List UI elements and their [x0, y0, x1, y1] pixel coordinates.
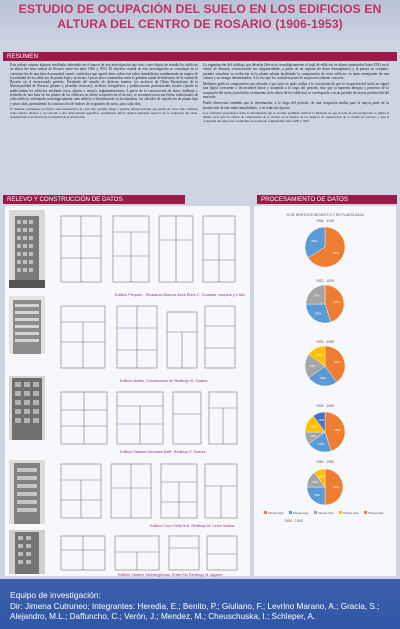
legend-label: Plantas baja	[318, 511, 334, 515]
legend-label: Plantas baja	[368, 511, 384, 515]
poster-title: ESTUDIO DE OCUPACIÓN DEL SUELO EN LOS EDIFICIOS EN ALTURA DEL CENTRO DE ROSARIO (1906-1953)	[18, 2, 382, 31]
legend-label: Plantas baja	[343, 511, 359, 515]
pie-slice-label: 10%	[318, 474, 325, 479]
pie-slice-label: 40%	[333, 360, 340, 365]
floor-plan-drawing	[55, 212, 240, 290]
resumen-column-2	[203, 63, 389, 193]
pie-slice-label: 10%	[318, 418, 325, 423]
pie-slice-label: 25%	[313, 293, 320, 298]
pie-slice-label: 15%	[316, 352, 323, 357]
resumen-paragraph: Puede observarse también que la información, a lo largo del período, de una ocupación media para la mayor parte de la producción de este rubro inmobiliario, y en todas las épocas.	[203, 101, 389, 110]
legend-swatch	[364, 511, 367, 514]
pie-chart	[306, 279, 344, 323]
legend-swatch	[264, 511, 267, 514]
pie-chart	[305, 404, 345, 452]
building-photo	[9, 296, 45, 354]
plan-caption: Edificio Vladmir Sleeberghman, Entre Río Redibujo M. Aguero	[118, 573, 223, 577]
pie-subtitle: 1920 - 1929	[315, 279, 335, 283]
resumen-paragraph: El material condensado en fichas cuali-cuantitativas de cada obra permitió llegar a algunas interpretaciones que ponen en valor cómo edificios sobre objetos urbanos y en relación a una temporalidad específica, permitiendo inferir algunas hipótesis respecto de la ocupación del suelo, considerando la evolución de la totalidad de la producción.	[10, 106, 198, 119]
floor-plan-drawing	[55, 388, 240, 448]
pie-slice-label: 66%	[332, 250, 339, 255]
footer-team: Dir: Jimena Cutruneo; Integrantes: Heredia, E.; Benito, P.; Giuliano, F.; Levrino Marano, A.; Gracia, S.; Alejandro, M.L.; Daffuncho, C.; Verón, J.; Mendez, M.; Cheuschuska, I.; Schleper, A.	[10, 602, 380, 621]
building-photo	[9, 376, 45, 440]
pie-slice-label: 20%	[318, 441, 325, 446]
section-label-relevo: RELEVO Y CONSTRUCCIÓN DE DATOS	[7, 196, 123, 203]
pie-chart	[305, 340, 345, 386]
pie-slice-label: 25%	[314, 492, 321, 497]
pie-slice-label: 45%	[333, 300, 340, 305]
pie-slice-label: 10%	[310, 433, 317, 438]
plan-caption: Edificio Salazar Meneses Delft, Redibujo F. Suarez	[120, 450, 206, 454]
pie-charts	[254, 206, 396, 576]
legend-swatch	[289, 511, 292, 514]
floor-plan-drawing	[55, 460, 240, 522]
plan-caption: Edificio Martin, Construcción de Redibujo R. Suarez	[120, 379, 208, 383]
section-label-procesamiento: PROCESAMIENTO DE DATOS	[261, 196, 348, 203]
pie-slice-label: 15%	[312, 479, 319, 484]
pie-title: % DE EDIFICIOS SEGÚN F.O.T EN PLANTA BAJA	[286, 213, 364, 217]
pie-chart	[307, 460, 343, 505]
resumen-paragraph: Mediante gráficos comparativos por décadas y por tanto se pudo arribar a la conclusión de que la ocupación del suelo no siguió una lógica (creciente o decreciente) lineal y sostenida a lo largo del período, sino que al aumento abrupto y posterior de la ocupación del suelo (correlativo al aumento de la altura de los edificios) se corresponde con un período de mayor producción del mercado.	[203, 82, 389, 100]
footer-heading: Equipo de investigación:	[10, 590, 101, 600]
floor-plan-drawing	[55, 302, 240, 374]
pie-subtitle: 1906 - 1919	[315, 219, 335, 223]
section-bar-resumen	[3, 52, 397, 61]
resumen-paragraph: Este trabajo expone algunos resultados obtenidos en el marco de una investigación que tuvo como objeto de estudio los edificios en altura del área central de Rosario entre los años 1906 y 1953. El objetivo central de esta investigación se constituyó en la construcción de una base documental cuanti- cualitativa que aportó datos sobre este rubro inmobiliario condensando un mapeo de la totalidad de los edificios de planta baja y al menos 3 pisos altos construidos entre la primera ronda de bulevares de la ciudad de Rosario en el mencionado período. Partiendo del estudio de diversas fuentes: los archivos de Obras Particulares de la Municipalidad de Rosario (planos y planillas técnicas); archivos fotográficos y publicaciones profesionales locales (donde se publicitaban los edificios mediante fotos, planos y textos), reglamentaciones; A partir de la construcción de datos (redibujo y rediseño de una base de los planos de los edificios en altura existentes en el sector), se reconstruyeron sus fichas individuales de cada edificio, ordenando cronológicamente cada edificio e identificando su localización, los cálculos de superficies en planta baja y pisos altos, permitiendo la construcción de índices de ocupación de suelo, para cada obra.	[10, 63, 198, 106]
resumen-column-1	[10, 63, 198, 193]
pie-subtitle-bottom: 1950 - 1953	[284, 519, 303, 523]
section-bar-relevo	[3, 195, 185, 204]
building-photo	[9, 210, 45, 288]
resumen-paragraph: La organización del catálogo por décadas (Servicio cronológicamente el total de edificios en altura construidos hasta 1953 en el centro de Rosario, reconociendo sus singularidades, a partir de un registro de datos homogéneos) y la puesta en conjunto, permite visualizar su evolución en la planta urbana facilitando la comprensión de estos edificios en tanto emergentes de una cultura y un tiempo determinados. A la vez que los considera parte de un proceso urbano concreto.	[203, 63, 389, 80]
pie-slice-label: 20%	[309, 364, 316, 368]
pie-subtitle: 1930 - 1939	[315, 340, 335, 344]
legend-swatch	[339, 511, 342, 514]
pie-chart	[286, 212, 364, 267]
legend-swatch	[314, 511, 317, 514]
building-photo	[9, 530, 45, 574]
resumen-paragraph: Los resultados presentados sobre la información que se produjo permiten verificar la hipótesis de que el total de esta producción se siguió el mismo ciclo que los ritmos de construcción de la ciudad, en el interior de los tiempos de construcción de la ciudad del período, y que la ocupación del suelo tuvo su máximo en el período comprendido entre 1930 y 1940.	[203, 110, 389, 123]
pie-slice-label: 45%	[334, 428, 341, 433]
pie-slice-label: 34%	[311, 239, 318, 244]
section-label-resumen: RESUMEN	[7, 53, 38, 60]
building-photo	[9, 460, 45, 524]
plan-caption: Edificio Pimpam - Rivadavia Buenos Aires Entre C. Córdoba, esquina y 1 Mio	[115, 293, 245, 297]
pie-subtitle: 1950 - 1953	[315, 460, 335, 464]
legend-label: Plantas baja	[268, 511, 284, 515]
pie-slice-label: 50%	[333, 485, 340, 489]
section-bar-procesamiento	[257, 195, 397, 204]
pie-slice-label: 25%	[320, 376, 327, 381]
floor-plan-drawing	[55, 532, 240, 572]
pie-subtitle: 1940 - 1949	[315, 404, 335, 408]
pie-slice-label: 30%	[315, 311, 322, 316]
legend-label: Plantas baja	[293, 511, 309, 515]
plan-caption: Edificio Coco Della Soli, Redibujo M. Leme Molina	[150, 524, 235, 528]
pie-slice-label: 15%	[310, 424, 317, 429]
